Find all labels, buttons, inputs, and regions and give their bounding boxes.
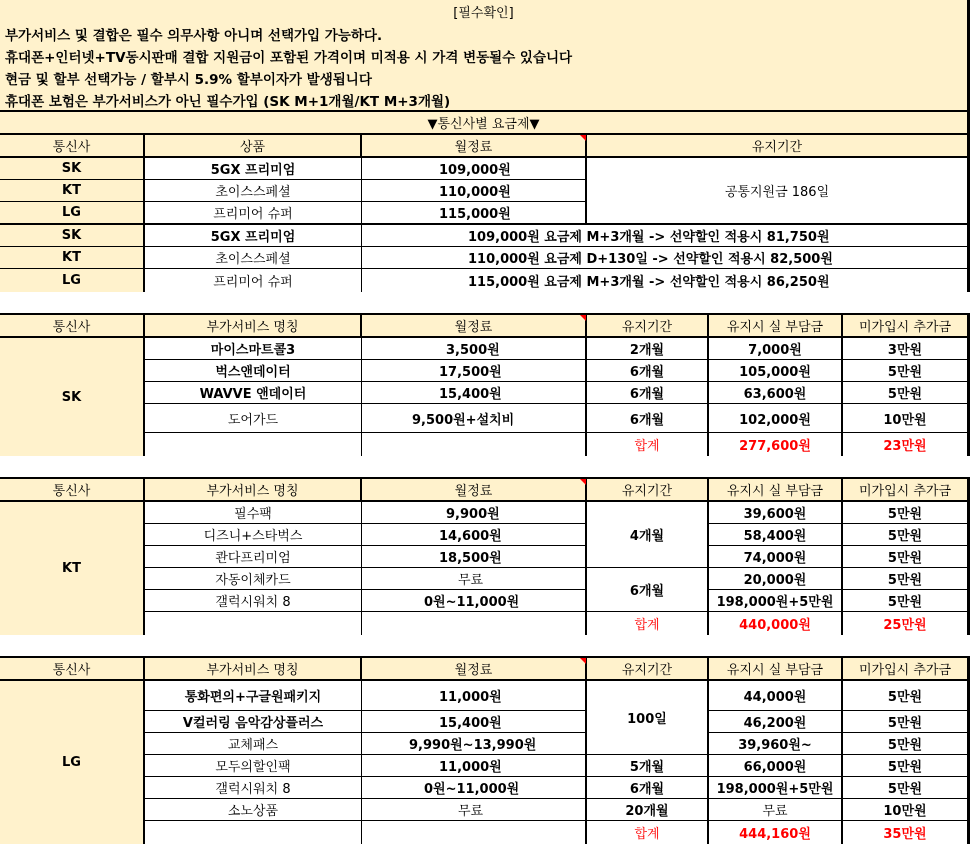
addon-name: 통화편의+구글원패키지 xyxy=(145,681,362,711)
addon-penalty: 5만원 xyxy=(843,524,967,546)
discount-carrier: KT xyxy=(0,247,145,269)
addon-fee: 11,000원 xyxy=(362,681,587,711)
addon-cost: 105,000원 xyxy=(709,360,843,382)
plan-product: 초이스스페셜 xyxy=(145,180,362,202)
header-carrier: 통신사 xyxy=(0,658,145,681)
addon-cost: 44,000원 xyxy=(709,681,843,711)
total-cost: 444,160원 xyxy=(709,821,843,844)
comment-indicator-icon xyxy=(580,658,586,664)
addon-name: 디즈니+스타벅스 xyxy=(145,524,362,546)
total-penalty: 23만원 xyxy=(843,433,967,456)
addon-fee: 9,500원+설치비 xyxy=(362,404,587,433)
addon-penalty: 5만원 xyxy=(843,590,967,612)
comment-indicator-icon xyxy=(580,479,586,485)
addon-name: 갤럭시워치 8 xyxy=(145,777,362,799)
addon-name: 자동이체카드 xyxy=(145,568,362,590)
header-penalty: 미가입시 추가금 xyxy=(843,658,967,681)
addon-fee: 무료 xyxy=(362,799,587,821)
total-cost: 440,000원 xyxy=(709,612,843,635)
addon-penalty: 5만원 xyxy=(843,681,967,711)
total-label: 합계 xyxy=(587,821,709,844)
addon-period: 6개월 xyxy=(587,404,709,433)
total-empty xyxy=(145,433,362,456)
plan-fee: 110,000원 xyxy=(362,180,587,202)
addon-fee: 0원~11,000원 xyxy=(362,777,587,799)
addon-name: 갤럭시워치 8 xyxy=(145,590,362,612)
total-empty xyxy=(362,821,587,844)
header-fee: 월정료 xyxy=(362,135,587,158)
addon-cost: 무료 xyxy=(709,799,843,821)
addon-fee: 17,500원 xyxy=(362,360,587,382)
notice-line: 부가서비스 및 결합은 필수 의무사항 아니며 선택가입 가능하다. xyxy=(5,28,383,44)
header-carrier: 통신사 xyxy=(0,135,145,158)
header-cost: 유지시 실 부담금 xyxy=(709,315,843,338)
discount-text: 109,000원 요금제 M+3개월 -> 선약할인 적용시 81,750원 xyxy=(362,225,967,247)
plan-carrier: KT xyxy=(0,180,145,202)
addon-name: 벅스앤데이터 xyxy=(145,360,362,382)
addon-penalty: 5만원 xyxy=(843,777,967,799)
notice-box xyxy=(0,0,970,112)
addon-penalty: 10만원 xyxy=(843,404,967,433)
carrier-cell: KT xyxy=(0,502,145,635)
notice-title: [필수확인] xyxy=(453,6,514,21)
addon-fee: 15,400원 xyxy=(362,711,587,733)
total-empty xyxy=(145,612,362,635)
header-period: 유지기간 xyxy=(587,315,709,338)
addon-period-group: 6개월 xyxy=(587,568,709,612)
plans-table xyxy=(0,133,970,292)
addon-cost: 46,200원 xyxy=(709,711,843,733)
plan-fee: 109,000원 xyxy=(362,158,587,180)
addon-penalty: 5만원 xyxy=(843,360,967,382)
comment-indicator-icon xyxy=(580,315,586,321)
period-text: 공통지원금 186일 xyxy=(724,185,830,200)
discount-carrier: SK xyxy=(0,225,145,247)
plan-period-merged xyxy=(587,158,967,225)
addon-period: 6개월 xyxy=(587,777,709,799)
header-name: 부가서비스 명칭 xyxy=(145,479,362,502)
addon-penalty: 5만원 xyxy=(843,755,967,777)
addon-name: 교체패스 xyxy=(145,733,362,755)
addon-cost: 58,400원 xyxy=(709,524,843,546)
addon-name: V컬러링 음악감상플러스 xyxy=(145,711,362,733)
addon-fee: 9,900원 xyxy=(362,502,587,524)
sk-addon-table xyxy=(0,313,970,456)
carrier-cell: SK xyxy=(0,338,145,456)
addon-period-group: 100일 xyxy=(587,681,709,755)
total-empty xyxy=(145,821,362,844)
header-fee: 월정료 xyxy=(362,658,587,681)
carrier-cell: LG xyxy=(0,681,145,844)
addon-cost: 74,000원 xyxy=(709,546,843,568)
addon-penalty: 5만원 xyxy=(843,568,967,590)
plan-product: 프리미어 슈퍼 xyxy=(145,202,362,225)
plans-section-title: ▼통신사별 요금제▼ xyxy=(0,112,970,135)
addon-fee: 0원~11,000원 xyxy=(362,590,587,612)
addon-cost: 198,000원+5만원 xyxy=(709,777,843,799)
comment-indicator-icon xyxy=(580,135,586,141)
notice-line: 휴대폰 보험은 부가서비스가 아닌 필수가입 (SK M+1개월/KT M+3개월) xyxy=(5,94,451,110)
addon-fee: 3,500원 xyxy=(362,338,587,360)
header-penalty: 미가입시 추가금 xyxy=(843,479,967,502)
addon-penalty: 5만원 xyxy=(843,502,967,524)
header-cost: 유지시 실 부담금 xyxy=(709,479,843,502)
total-empty xyxy=(362,612,587,635)
addon-name: 소노상품 xyxy=(145,799,362,821)
plan-carrier: LG xyxy=(0,202,145,225)
addon-fee: 11,000원 xyxy=(362,755,587,777)
addon-fee: 15,400원 xyxy=(362,382,587,404)
total-empty xyxy=(362,433,587,456)
addon-period: 5개월 xyxy=(587,755,709,777)
addon-cost: 20,000원 xyxy=(709,568,843,590)
header-carrier: 통신사 xyxy=(0,479,145,502)
addon-fee: 14,600원 xyxy=(362,524,587,546)
discount-product: 5GX 프리미엄 xyxy=(145,225,362,247)
addon-period-group: 4개월 xyxy=(587,502,709,568)
addon-penalty: 10만원 xyxy=(843,799,967,821)
addon-fee: 18,500원 xyxy=(362,546,587,568)
addon-penalty: 5만원 xyxy=(843,546,967,568)
header-carrier: 통신사 xyxy=(0,315,145,338)
header-penalty: 미가입시 추가금 xyxy=(843,315,967,338)
addon-cost: 66,000원 xyxy=(709,755,843,777)
addon-period: 2개월 xyxy=(587,338,709,360)
total-cost: 277,600원 xyxy=(709,433,843,456)
header-period: 유지기간 xyxy=(587,658,709,681)
header-fee: 월정료 xyxy=(362,315,587,338)
discount-text: 115,000원 요금제 M+3개월 -> 선약할인 적용시 86,250원 xyxy=(362,269,967,292)
addon-penalty: 5만원 xyxy=(843,733,967,755)
lg-addon-table xyxy=(0,656,970,844)
addon-period: 6개월 xyxy=(587,382,709,404)
total-penalty: 35만원 xyxy=(843,821,967,844)
notice-line: 현금 및 할부 선택가능 / 할부시 5.9% 할부이자가 발생됩니다 xyxy=(5,72,372,88)
addon-name: 마이스마트콜3 xyxy=(145,338,362,360)
total-label: 합계 xyxy=(587,433,709,456)
total-penalty: 25만원 xyxy=(843,612,967,635)
addon-name: 콴다프리미엄 xyxy=(145,546,362,568)
addon-cost: 102,000원 xyxy=(709,404,843,433)
addon-fee: 9,990원~13,990원 xyxy=(362,733,587,755)
plan-fee: 115,000원 xyxy=(362,202,587,225)
addon-cost: 198,000원+5만원 xyxy=(709,590,843,612)
notice-line: 휴대폰+인터넷+TV동시판매 결합 지원금이 포함된 가격이며 미적용 시 가격 변동될수 있습니다 xyxy=(5,50,573,66)
total-label: 합계 xyxy=(587,612,709,635)
header-product: 상품 xyxy=(145,135,362,158)
header-name: 부가서비스 명칭 xyxy=(145,315,362,338)
addon-cost: 39,600원 xyxy=(709,502,843,524)
plan-carrier: SK xyxy=(0,158,145,180)
kt-addon-table xyxy=(0,477,970,635)
addon-penalty: 5만원 xyxy=(843,711,967,733)
addon-cost: 63,600원 xyxy=(709,382,843,404)
addon-period: 20개월 xyxy=(587,799,709,821)
addon-penalty: 3만원 xyxy=(843,338,967,360)
discount-text: 110,000원 요금제 D+130일 -> 선약할인 적용시 82,500원 xyxy=(362,247,967,269)
addon-name: WAVVE 앤데이터 xyxy=(145,382,362,404)
header-name: 부가서비스 명칭 xyxy=(145,658,362,681)
header-fee: 월정료 xyxy=(362,479,587,502)
header-period: 유지기간 xyxy=(587,135,967,158)
discount-product: 초이스스페셜 xyxy=(145,247,362,269)
addon-fee: 무료 xyxy=(362,568,587,590)
addon-name: 모두의할인팩 xyxy=(145,755,362,777)
header-cost: 유지시 실 부담금 xyxy=(709,658,843,681)
addon-cost: 7,000원 xyxy=(709,338,843,360)
addon-period: 6개월 xyxy=(587,360,709,382)
addon-name: 도어가드 xyxy=(145,404,362,433)
addon-cost: 39,960원~ xyxy=(709,733,843,755)
addon-name: 필수팩 xyxy=(145,502,362,524)
discount-product: 프리미어 슈퍼 xyxy=(145,269,362,292)
plan-product: 5GX 프리미엄 xyxy=(145,158,362,180)
header-period: 유지기간 xyxy=(587,479,709,502)
discount-carrier: LG xyxy=(0,269,145,292)
addon-penalty: 5만원 xyxy=(843,382,967,404)
